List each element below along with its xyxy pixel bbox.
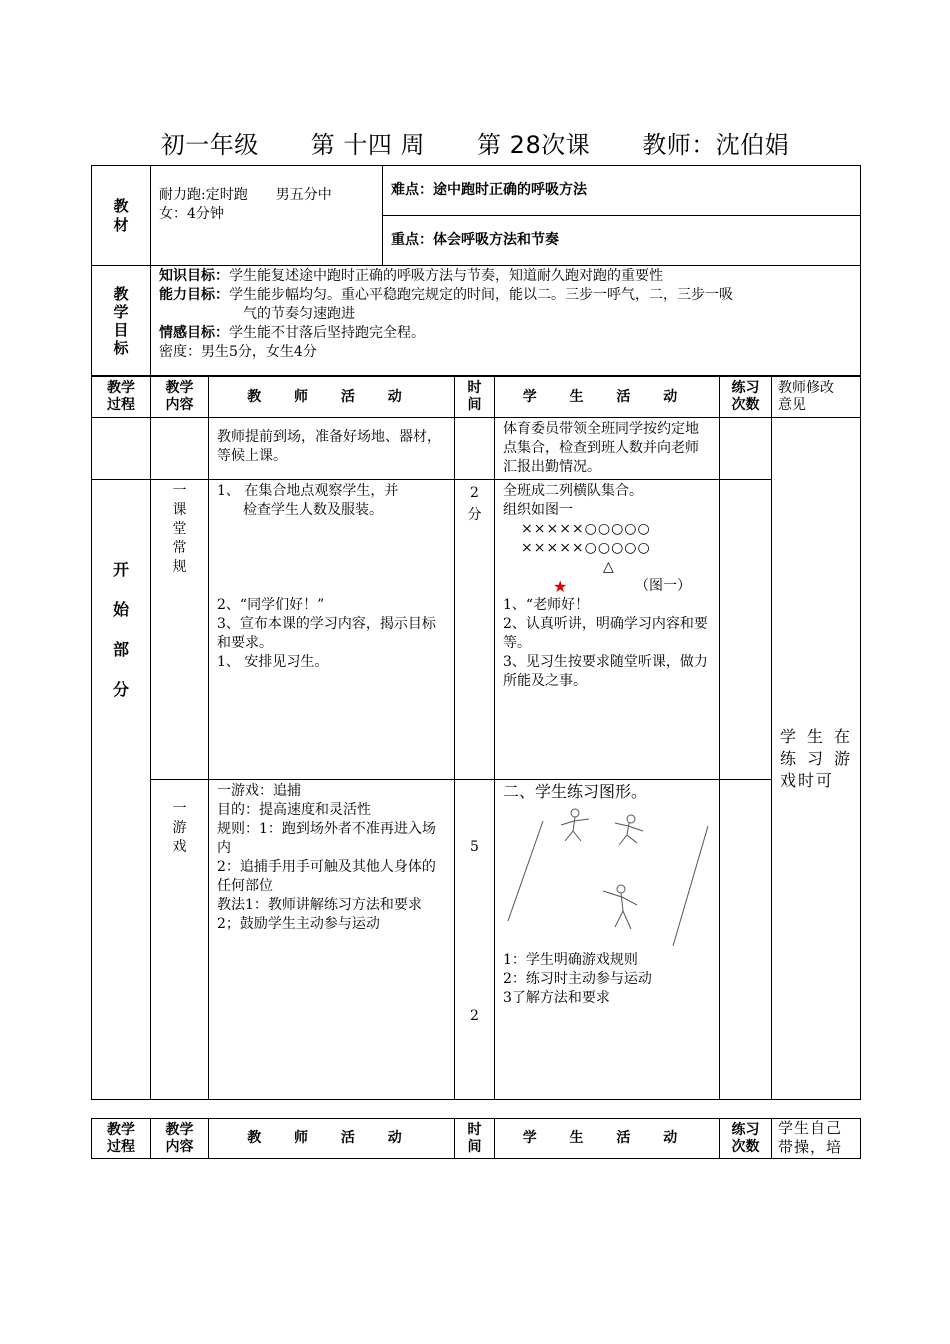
routine-teacher-1b: 检查学生人数及服装。: [243, 502, 383, 518]
lesson-plan-table: [91, 376, 861, 1100]
routine-student-4: 2、认真听讲，明确学习内容和要等。: [503, 616, 708, 651]
pre-practice: [720, 418, 772, 480]
col2-practice: 练习 次数: [720, 1119, 772, 1159]
routine-student-activity: [495, 480, 720, 780]
game-student-heading: 二、学生练习图形。: [503, 782, 648, 801]
routine-practice: [720, 480, 772, 780]
game-teacher-6: 2；鼓励学生主动参与运动: [217, 916, 380, 932]
routine-content: 一 课 堂 常 规: [151, 480, 209, 780]
game-time-2: 2: [470, 1008, 479, 1024]
game-practice: [720, 780, 772, 1100]
col-revision: 教师修改 意见: [772, 377, 861, 418]
density: 密度：男生5分，女生4分: [159, 344, 317, 360]
col2-time: 时 间: [455, 1119, 495, 1159]
goal-knowledge: 知识目标：学生能复述途中跑时正确的呼吸方法与节奏，知道耐久跑对跑的重要性: [159, 268, 663, 284]
col-time: 时 间: [455, 377, 495, 418]
col2-process: 教学 过程: [92, 1119, 151, 1159]
col2-teacher: 教 师 活 动: [209, 1119, 455, 1159]
game-teacher-1: 一游戏：追捕: [217, 783, 301, 799]
formation-row-1: ×××××○○○○○: [521, 521, 651, 537]
pre-teacher-activity: 教师提前到场，准备好场地、器材，等候上课。: [209, 418, 455, 480]
figure-label: （图一）: [635, 578, 691, 594]
pre-time: [455, 418, 495, 480]
routine-teacher-4: 1、 安排见习生。: [217, 654, 329, 670]
col-teacher: 教 师 活 动: [209, 377, 455, 418]
routine-student-1: 全班成二列横队集合。: [503, 483, 643, 499]
routine-time: 2 分: [455, 480, 495, 780]
col2-student: 学 生 活 动: [495, 1119, 720, 1159]
col-process: 教学 过程: [92, 377, 151, 418]
routine-student-5: 3、见习生按要求随堂听课，做力所能及之事。: [503, 654, 708, 689]
goal-ability-cont: 气的节奏匀速跑进: [243, 306, 355, 322]
routine-teacher-3: 3、宣布本课的学习内容，揭示目标和要求。: [217, 616, 436, 651]
game-student-1: 1：学生明确游戏规则: [503, 952, 638, 968]
game-time: [455, 780, 495, 1100]
game-teacher-5: 教法1：教师讲解练习方法和要求: [217, 897, 422, 913]
title-grade: 初一年级: [160, 131, 259, 159]
lesson-info-table: [91, 165, 861, 376]
pre-process: [92, 418, 151, 480]
goal-emotion: 情感目标：学生能不甘落后坚持跑完全程。: [159, 325, 425, 341]
section-start-label: 开 始 部 分: [92, 480, 151, 1100]
col2-content: 教学 内容: [151, 1119, 209, 1159]
game-teacher-4: 2：追捕手用手可触及其他人身体的任何部位: [217, 859, 436, 894]
formation-row-2: ×××××○○○○○: [521, 540, 651, 556]
material-text: 耐力跑:定时跑 男五分中 女：4分钟: [151, 166, 383, 266]
routine-student-3: 1、“老师好！: [503, 597, 590, 613]
pre-content: [151, 418, 209, 480]
title-lesson: 第 28次课: [477, 131, 591, 159]
title-week: 第 十四 周: [310, 131, 426, 159]
game-teacher-3: 规则：1：跑到场外者不准再进入场内: [217, 821, 436, 856]
game-student-activity: [495, 780, 720, 1100]
formation-triangle: △: [603, 559, 614, 575]
routine-teacher-activity: [209, 480, 455, 780]
page-title: [0, 125, 950, 160]
game-figure-illustration: [503, 801, 713, 951]
material-label: 教 材: [92, 166, 151, 266]
col-practice: 练习 次数: [720, 377, 772, 418]
game-time-1: 5: [470, 839, 479, 855]
goal-ability: 能力目标：学生能步幅均匀。重心平稳跑完规定的时间，能以二。三步一呼气，二，三步一吸: [159, 287, 733, 303]
game-student-3: 3了解方法和要求: [503, 990, 610, 1006]
difficulty-point: 难点：途中跑时正确的呼吸方法: [383, 166, 861, 216]
routine-teacher-2: 2、“同学们好！”: [217, 597, 325, 613]
routine-teacher-1: 1、 在集合地点观察学生，并: [217, 483, 399, 499]
col-content: 教学 内容: [151, 377, 209, 418]
goal-label: 教 学 目 标: [92, 266, 151, 376]
game-student-2: 2：练习时主动参与运动: [503, 971, 652, 987]
col2-revision: 学生自己带操，培: [772, 1119, 861, 1159]
game-teacher-2: 目的：提高速度和灵活性: [217, 802, 371, 818]
game-teacher-activity: [209, 780, 455, 1100]
title-teacher: 教师：沈伯娟: [642, 131, 790, 159]
col-student: 学 生 活 动: [495, 377, 720, 418]
key-point: 重点：体会呼吸方法和节奏: [383, 216, 861, 266]
game-content: 一 游 戏: [151, 780, 209, 1100]
routine-student-2: 组织如图一: [503, 502, 573, 518]
lesson-plan-table-2: [91, 1118, 861, 1159]
pre-student-activity: 体育委员带领全班同学按约定地点集合，检查到班人数并向老师汇报出勤情况。: [495, 418, 720, 480]
goal-list: [151, 266, 861, 376]
teacher-star-icon: ★: [553, 577, 568, 596]
revision-note: 学 生 在 练 习 游 戏时可: [772, 418, 861, 1100]
